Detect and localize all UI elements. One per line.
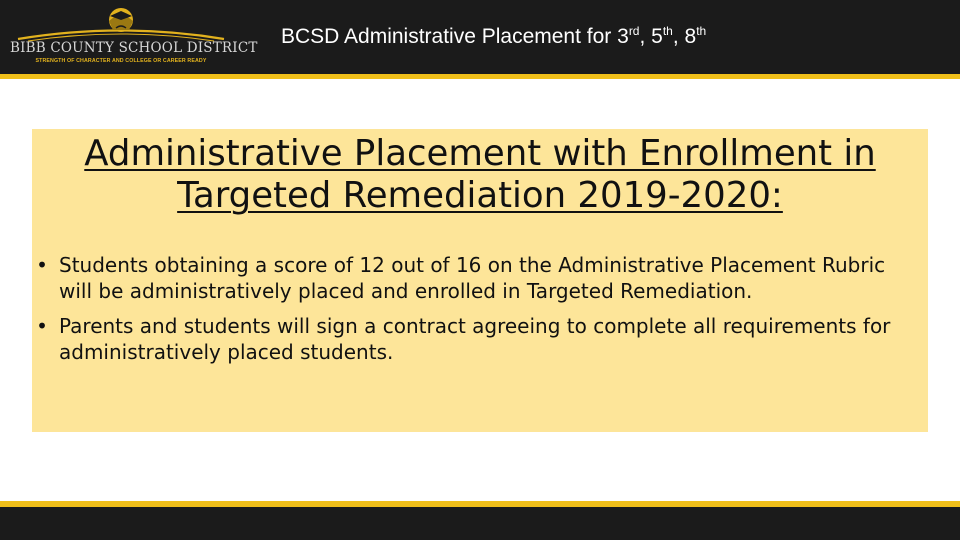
bullet-icon: • [36,253,48,277]
grade-suffix-th: th [662,24,673,38]
grade-suffix-th: th [696,24,707,38]
bullet-text: Parents and students will sign a contract agreeing to complete all requirements for administratively placed students. [59,314,891,364]
logo-name: BIBB COUNTY SCHOOL DISTRICT [10,40,258,56]
logo-emblem-icon [10,4,232,44]
footer-bar [0,507,960,540]
grade-suffix-rd: rd [628,24,640,38]
content-box [32,129,928,432]
header-accent-stripe [0,74,960,79]
bullet-list [32,253,912,375]
bullet-icon: • [36,314,48,338]
bullet-text: Students obtaining a score of 12 out of 16 on the Administrative Placement Rubric will be administratively placed and enrolled in Targeted Remediation. [59,253,886,303]
header-title [281,24,706,50]
list-item [32,253,912,304]
header-bar [0,0,960,74]
list-item [32,314,912,365]
logo-tagline: STRENGTH OF CHARACTER AND COLLEGE OR CAREER READY [35,58,207,64]
header-title-text: BCSD Administrative Placement for 3 [281,25,629,48]
header-title-sep: , 8 [672,25,697,48]
header-title-sep: , 5 [639,25,663,48]
slide-title: Administrative Placement with Enrollment in Targeted Remediation 2019-2020: [84,133,876,216]
district-logo [10,4,258,68]
